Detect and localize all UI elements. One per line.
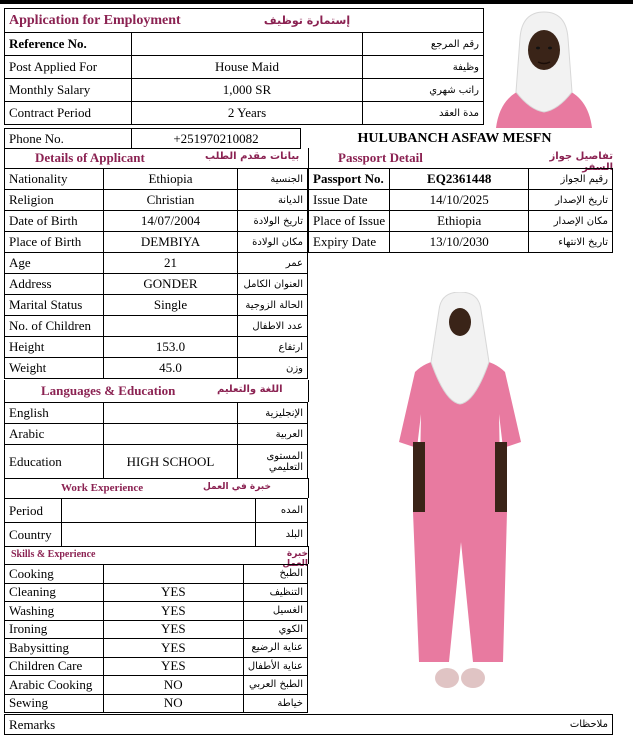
contract-label: Contract Period: [5, 102, 132, 125]
details-ar: الحالة الزوجية: [238, 295, 308, 316]
contract-value: 2 Years: [132, 102, 363, 125]
details-row: [5, 169, 308, 190]
place-of-issue-ar: مكان الإصدار: [529, 211, 613, 232]
details-value: 153.0: [104, 337, 238, 358]
period-ar: المده: [256, 499, 308, 523]
details-value: 14/07/2004: [104, 211, 238, 232]
place-of-issue-label: Place of Issue: [309, 211, 390, 232]
remarks-label: Remarks: [5, 715, 333, 735]
skills-label: Cooking: [5, 565, 104, 584]
reference-label: Reference No.: [5, 33, 132, 56]
details-ar: ارتفاع: [238, 337, 308, 358]
skills-header: [4, 546, 309, 569]
details-label: Date of Birth: [5, 211, 104, 232]
country-value: [62, 523, 256, 547]
details-label: Religion: [5, 190, 104, 211]
reference-ar: رقم المرجع: [363, 33, 484, 56]
skills-title: Skills & Experience: [11, 549, 96, 560]
education-label: Education: [5, 445, 104, 479]
skills-row: [5, 602, 308, 621]
skills-label: Children Care: [5, 657, 104, 676]
salary-value: 1,000 SR: [132, 79, 363, 102]
details-ar: مكان الولادة: [238, 232, 308, 253]
details-title: Details of Applicant: [35, 150, 145, 165]
english-label: English: [5, 403, 104, 424]
skills-value: NO: [103, 676, 243, 695]
skills-value: NO: [103, 694, 243, 713]
details-ar: عمر: [238, 253, 308, 274]
details-label: Address: [5, 274, 104, 295]
details-value: Christian: [104, 190, 238, 211]
details-value: DEMBIYA: [104, 232, 238, 253]
details-ar: العنوان الكامل: [238, 274, 308, 295]
place-of-issue-value: Ethiopia: [390, 211, 529, 232]
skills-ar: الغسيل: [243, 602, 307, 621]
passport-title: Passport Detail: [338, 150, 423, 165]
details-row: [5, 211, 308, 232]
post-ar: وظيفة: [363, 56, 484, 79]
contract-ar: مدة العقد: [363, 102, 484, 125]
expiry-date-value: 13/10/2030: [390, 232, 529, 253]
headshot-photo: [486, 8, 602, 128]
application-title: Application for Employment: [9, 13, 181, 28]
details-label: Age: [5, 253, 104, 274]
skills-label: Washing: [5, 602, 104, 621]
skills-label: Babysitting: [5, 639, 104, 658]
details-label: Nationality: [5, 169, 104, 190]
languages-header: [4, 380, 309, 402]
country-ar: البلد: [256, 523, 308, 547]
work-header: [4, 478, 309, 498]
post-value: House Maid: [132, 56, 363, 79]
phone-label: Phone No.: [5, 129, 132, 149]
salary-ar: راتب شهري: [363, 79, 484, 102]
skills-value: YES: [103, 620, 243, 639]
languages-table: [4, 402, 308, 479]
languages-title-ar: اللغة والتعليم: [217, 384, 283, 395]
details-table: [4, 168, 308, 379]
skills-row: [5, 565, 308, 584]
english-value: [104, 403, 238, 424]
header-cell: [5, 9, 484, 33]
applicant-name: HULUBANCH ASFAW MESFN: [357, 130, 552, 146]
education-ar: المستوى التعليمي: [238, 445, 308, 479]
period-value: [62, 499, 256, 523]
details-ar: الجنسية: [238, 169, 308, 190]
details-value: 21: [104, 253, 238, 274]
remarks-table: [4, 714, 613, 735]
details-header: [4, 148, 309, 168]
details-label: Place of Birth: [5, 232, 104, 253]
skills-value: YES: [103, 639, 243, 658]
skills-ar: الطبخ العربي: [243, 676, 307, 695]
skills-value: YES: [103, 583, 243, 602]
details-ar: وزن: [238, 358, 308, 379]
post-label: Post Applied For: [5, 56, 132, 79]
skills-row: [5, 639, 308, 658]
details-title-ar: بيانات مقدم الطلب: [205, 151, 300, 162]
arabic-ar: العربية: [238, 424, 308, 445]
skills-row: [5, 676, 308, 695]
passport-no-ar: رقيم الجواز: [529, 169, 613, 190]
education-value: HIGH SCHOOL: [104, 445, 238, 479]
top-info-table: [4, 8, 484, 125]
skills-ar: عناية الرضيع: [243, 639, 307, 658]
details-row: [5, 274, 308, 295]
skills-row: [5, 583, 308, 602]
passport-table: [308, 168, 613, 253]
skills-label: Sewing: [5, 694, 104, 713]
details-value: 45.0: [104, 358, 238, 379]
details-ar: تاريخ الولادة: [238, 211, 308, 232]
details-label: No. of Children: [5, 316, 104, 337]
phone-table: [4, 128, 608, 149]
passport-no-label: Passport No.: [309, 169, 390, 190]
skills-label: Arabic Cooking: [5, 676, 104, 695]
details-value: Ethiopia: [104, 169, 238, 190]
phone-value: +251970210082: [132, 129, 301, 149]
skills-ar: خياطة: [243, 694, 307, 713]
details-row: [5, 358, 308, 379]
work-title: Work Experience: [61, 482, 144, 494]
passport-header: [308, 148, 613, 173]
expiry-date-ar: تاريخ الانتهاء: [529, 232, 613, 253]
expiry-date-label: Expiry Date: [309, 232, 390, 253]
languages-title: Languages & Education: [41, 383, 176, 398]
skills-title-ar: خبرة العمل: [282, 549, 308, 569]
passport-no-value: EQ2361448: [390, 169, 529, 190]
arabic-label: Arabic: [5, 424, 104, 445]
skills-ar: الكوي: [243, 620, 307, 639]
skills-value: YES: [103, 602, 243, 621]
details-label: Weight: [5, 358, 104, 379]
details-ar: الديانة: [238, 190, 308, 211]
period-label: Period: [5, 499, 62, 523]
full-body-photo: [395, 292, 525, 692]
details-label: Marital Status: [5, 295, 104, 316]
salary-label: Monthly Salary: [5, 79, 132, 102]
issue-date-label: Issue Date: [309, 190, 390, 211]
skills-label: Ironing: [5, 620, 104, 639]
skills-row: [5, 657, 308, 676]
skills-ar: عناية الأطفال: [243, 657, 307, 676]
remarks-ar: ملاحظات: [333, 715, 613, 735]
work-table: [4, 498, 308, 547]
details-row: [5, 295, 308, 316]
details-value: [104, 316, 238, 337]
skills-value: [103, 565, 243, 584]
top-border: [0, 0, 633, 4]
reference-value: [132, 33, 363, 56]
details-ar: عدد الاطفال: [238, 316, 308, 337]
details-row: [5, 337, 308, 358]
issue-date-ar: تاريخ الإصدار: [529, 190, 613, 211]
details-row: [5, 190, 308, 211]
details-row: [5, 253, 308, 274]
details-label: Height: [5, 337, 104, 358]
skills-value: YES: [103, 657, 243, 676]
details-row: [5, 232, 308, 253]
skills-ar: الطبخ: [243, 565, 307, 584]
skills-row: [5, 694, 308, 713]
skills-label: Cleaning: [5, 583, 104, 602]
skills-ar: التنظيف: [243, 583, 307, 602]
issue-date-value: 14/10/2025: [390, 190, 529, 211]
work-title-ar: خبرة في العمل: [203, 482, 271, 492]
details-value: GONDER: [104, 274, 238, 295]
passport-title-ar: تفاصيل جواز السفر: [549, 151, 613, 173]
application-title-ar: إستمارة توظيف: [263, 14, 351, 27]
english-ar: الإنجليزية: [238, 403, 308, 424]
country-label: Country: [5, 523, 62, 547]
details-value: Single: [104, 295, 238, 316]
skills-row: [5, 620, 308, 639]
details-row: [5, 316, 308, 337]
arabic-value: [104, 424, 238, 445]
skills-table: [4, 564, 308, 713]
